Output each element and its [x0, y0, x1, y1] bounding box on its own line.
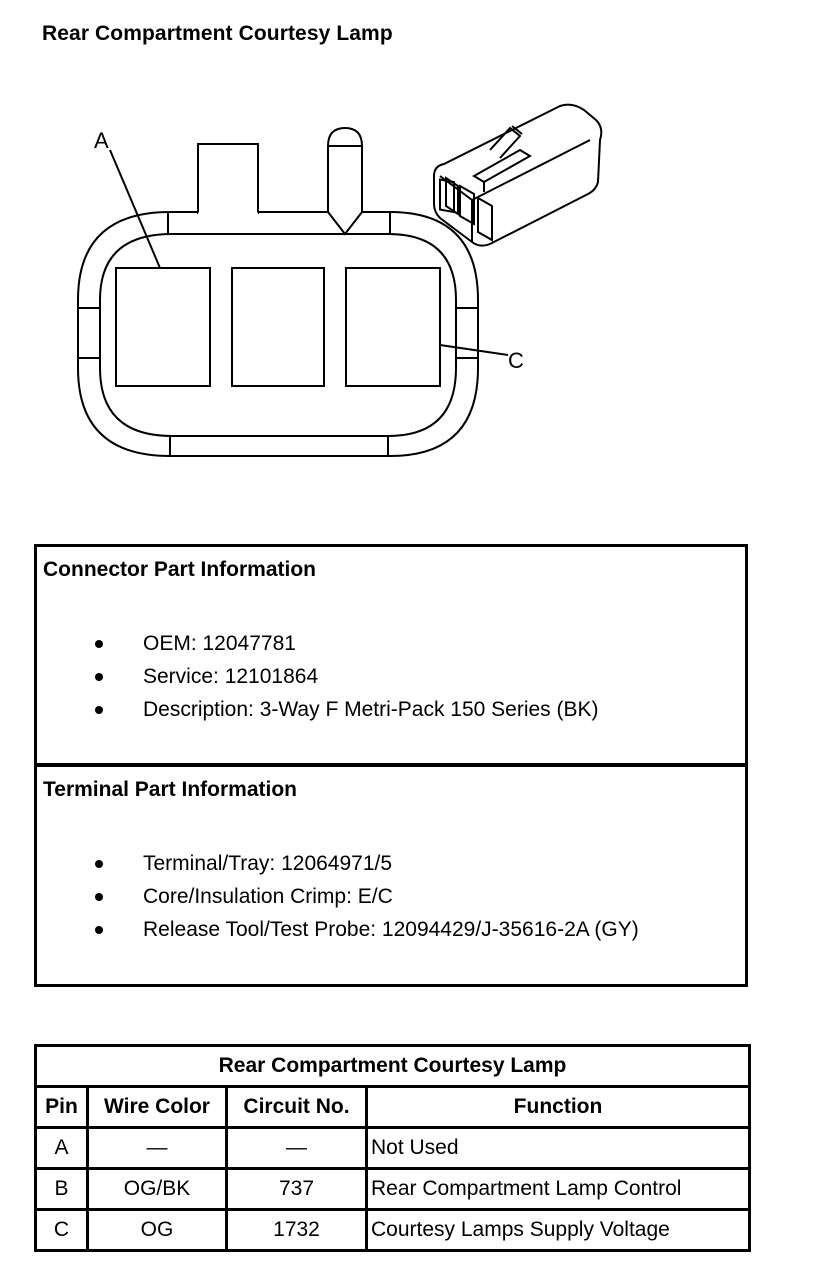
- left-notch: [78, 308, 100, 358]
- connector-face-diagram: [0, 0, 816, 480]
- header-function: Function: [367, 1087, 750, 1128]
- cavity-b: [232, 268, 324, 386]
- circuit-no-cell: —: [227, 1128, 367, 1169]
- function-cell: Courtesy Lamps Supply Voltage: [367, 1210, 750, 1251]
- bullet-icon: [95, 860, 103, 868]
- callout-c-label: C: [508, 348, 524, 373]
- circuit-no-cell: 737: [227, 1169, 367, 1210]
- terminal-part-information: Terminal Part Information Terminal/Tray: 12064971/5 Core/Insulation Crimp: E/C Release Tool/Test Probe: 12094429/J-35616-2A (GY): [34, 764, 748, 987]
- function-cell: Not Used: [367, 1128, 750, 1169]
- pin-cell: B: [36, 1169, 88, 1210]
- pin-cell: C: [36, 1210, 88, 1251]
- lock-tab: [198, 144, 258, 214]
- circuit-no-cell: 1732: [227, 1210, 367, 1251]
- polarizing-key: [328, 128, 362, 234]
- cavity-a: [116, 268, 210, 386]
- table-row: [36, 1210, 750, 1251]
- header-circuit-no: Circuit No.: [227, 1087, 367, 1128]
- table-row: [36, 1169, 750, 1210]
- callout-a-label: A: [94, 128, 109, 153]
- wire-color-cell: OG: [88, 1210, 227, 1251]
- table-row: [36, 1128, 750, 1169]
- header-pin: Pin: [36, 1087, 88, 1128]
- bullet-icon: [95, 673, 103, 681]
- terminal-info-heading: Terminal Part Information: [43, 778, 297, 801]
- header-wire-color: Wire Color: [88, 1087, 227, 1128]
- cavity-c: [346, 268, 440, 386]
- connector-part-information: Connector Part Information OEM: 12047781 Service: 12101864 Description: 3-Way F Metri-Pack 150 Series (BK): [34, 544, 748, 766]
- function-cell: Rear Compartment Lamp Control: [367, 1169, 750, 1210]
- bullet-icon: [95, 926, 103, 934]
- connector-inner-shell: [100, 234, 456, 436]
- bullet-icon: [95, 893, 103, 901]
- connector-info-heading: Connector Part Information: [43, 558, 317, 581]
- page-title: Rear Compartment Courtesy Lamp: [42, 22, 393, 45]
- connector-thumbnail: [434, 105, 601, 246]
- wire-color-cell: OG/BK: [88, 1169, 227, 1210]
- bullet-icon: [95, 706, 103, 714]
- pin-cell: A: [36, 1128, 88, 1169]
- table-caption: Rear Compartment Courtesy Lamp: [36, 1046, 750, 1087]
- wire-color-cell: —: [88, 1128, 227, 1169]
- connector-outer-shell: [78, 212, 478, 456]
- bullet-icon: [95, 640, 103, 648]
- pinout-table: [34, 1044, 751, 1252]
